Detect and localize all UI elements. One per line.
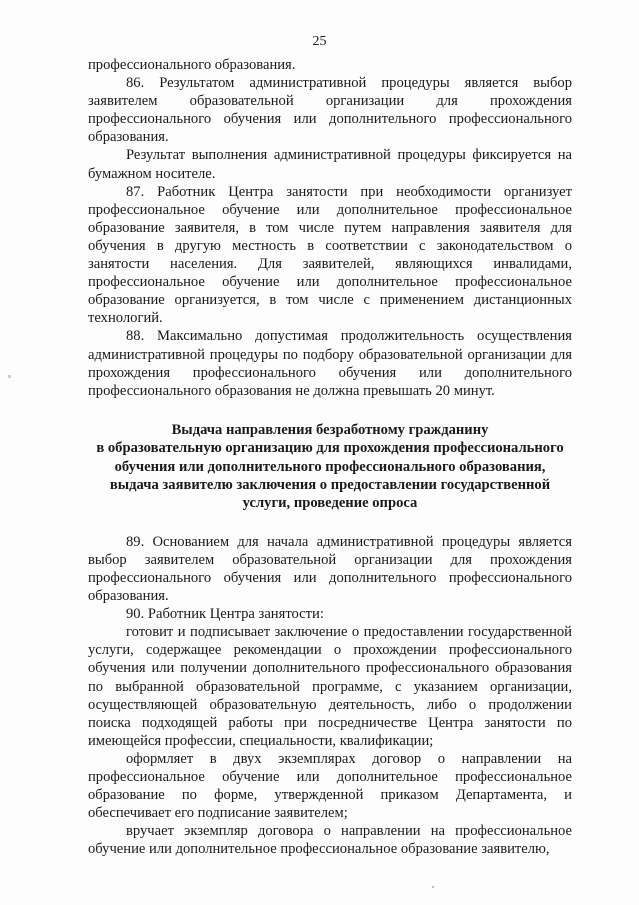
section-heading bbox=[88, 421, 572, 513]
paragraph-89: 89. Основанием для начала административной процедуры является выбор заявителем образовательной организации для прохождения профессионального обучения или дополнительного профессионального образования. bbox=[88, 533, 572, 605]
heading-line-2: в образовательную организацию для прохождения профессионального bbox=[96, 440, 564, 457]
paragraph-86: 86. Результатом административной процедуры является выбор заявителем образовательной организации для прохождения профессионального обучения или дополнительного профессионального образования. bbox=[88, 75, 572, 146]
heading-line-3: обучения или дополнительного профессионального образования, bbox=[114, 458, 546, 475]
list-item-draws-up-contract: оформляет в двух экземплярах договор о направлении на профессиональное обучение или дополнительное профессиональное образование по форме, утвержденной приказом Департамента, и обеспечивает его подписание заявителем; bbox=[88, 750, 572, 822]
page-number: 25 bbox=[312, 34, 327, 49]
heading-line-1: Выдача направления безработному гражданину bbox=[171, 421, 489, 438]
paragraph-87: 87. Работник Центра занятости при необходимости организует профессиональное обучение или дополнительное профессиональное образование заявителя, в том числе путем направления заявителя для обучения в другую местность в соответствии с законодательством о занятости населения. Для заявителей, являющихся инвалидами, профессиональное обучение или дополнительное профессиональное образование организуется, в том числе с применением дистанционных технологий. bbox=[88, 183, 572, 327]
heading-line-5: услуги, проведение опроса bbox=[242, 495, 418, 512]
paragraph-continuation: профессионального образования. bbox=[88, 57, 296, 73]
paragraph-88: 88. Максимально допустимая продолжительность осуществления административной процедуры по подбору образовательной организации для прохождения профессионального обучения или дополнительного профессионального образования не должна превышать 20 минут. bbox=[88, 328, 572, 399]
scan-margin-mark bbox=[8, 375, 11, 378]
scan-speck bbox=[432, 886, 434, 888]
list-item-prepares-conclusion: готовит и подписывает заключение о предоставлении государственной услуги, содержащее рекомендации о прохождении профессионального обучения или получении дополнительного профессионального образования по выбранной образовательной программе, с указанием организации, осуществляющей образовательную деятельность, либо о продолжении поиска подходящей работы при посредничестве Центра занятости по имеющейся профессии, специальности, квалификации; bbox=[88, 624, 572, 749]
heading-line-4: выдача заявителю заключения о предоставлении государственной bbox=[109, 477, 551, 493]
list-item-hands-over-contract: вручает экземпляр договора о направлении на профессиональное обучение или дополнительное профессиональное образование заявителю, bbox=[88, 823, 572, 858]
paragraph-90: 90. Работник Центра занятости: bbox=[126, 606, 324, 623]
paragraph-86-result: Результат выполнения административной процедуры фиксируется на бумажном носителе. bbox=[88, 147, 572, 182]
document-body bbox=[88, 56, 572, 859]
